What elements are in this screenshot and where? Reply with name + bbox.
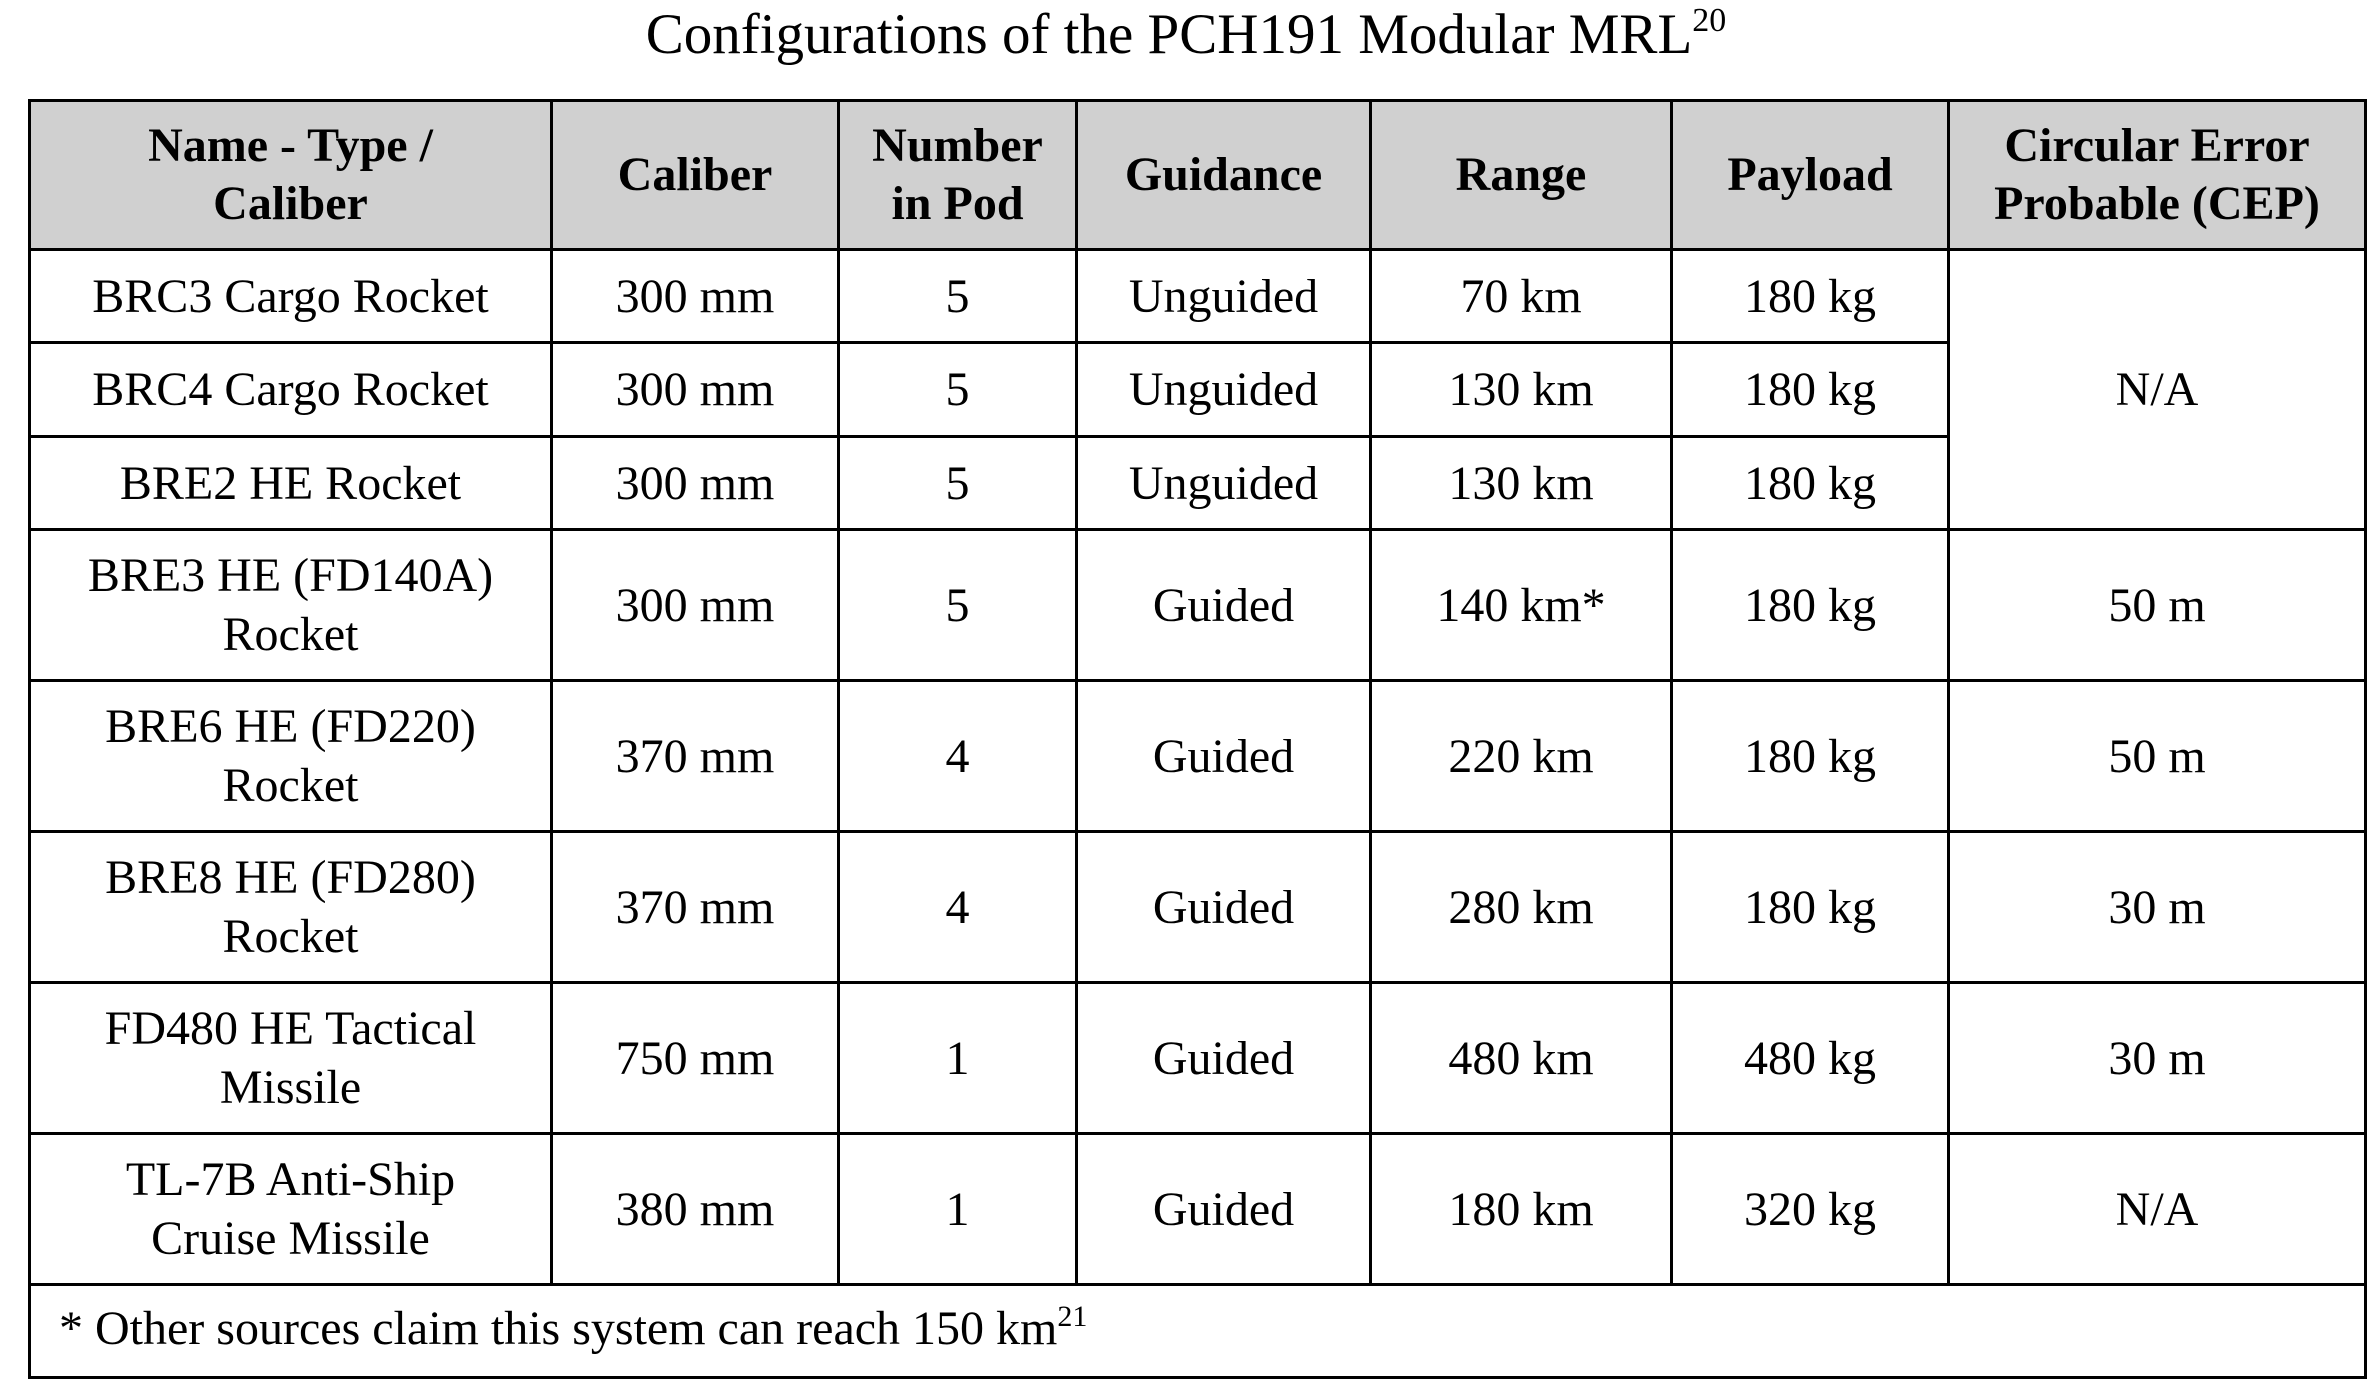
cell-number-in-pod: 1 [839, 1134, 1077, 1285]
cell-guidance: Guided [1077, 530, 1371, 681]
cell-payload: 180 kg [1672, 343, 1949, 436]
cell-payload: 180 kg [1672, 436, 1949, 529]
cell-caliber: 300 mm [552, 436, 839, 529]
cell-payload: 320 kg [1672, 1134, 1949, 1285]
cell-payload: 180 kg [1672, 832, 1949, 983]
cell-guidance: Guided [1077, 1134, 1371, 1285]
cell-name: FD480 HE Tactical Missile [30, 983, 552, 1134]
cell-range: 180 km [1371, 1134, 1672, 1285]
cell-name: BRE8 HE (FD280) Rocket [30, 832, 552, 983]
cell-number-in-pod: 4 [839, 832, 1077, 983]
cell-cep: 30 m [1949, 832, 2366, 983]
cell-payload: 180 kg [1672, 681, 1949, 832]
cell-cep: 50 m [1949, 681, 2366, 832]
cell-number-in-pod: 1 [839, 983, 1077, 1134]
cell-guidance: Unguided [1077, 343, 1371, 436]
cell-caliber: 300 mm [552, 530, 839, 681]
cell-caliber: 750 mm [552, 983, 839, 1134]
cell-caliber: 300 mm [552, 250, 839, 343]
header-caliber: Caliber [552, 101, 839, 250]
cell-caliber: 380 mm [552, 1134, 839, 1285]
table-row [30, 250, 2366, 343]
cell-name: BRE6 HE (FD220) Rocket [30, 681, 552, 832]
cell-range: 130 km [1371, 343, 1672, 436]
footnote-text: * Other sources claim this system can reach 150 km [59, 1301, 1058, 1355]
cell-range: 140 km* [1371, 530, 1672, 681]
cell-name: BRE3 HE (FD140A) Rocket [30, 530, 552, 681]
table-row [30, 530, 2366, 681]
cell-payload: 180 kg [1672, 250, 1949, 343]
cell-range: 130 km [1371, 436, 1672, 529]
cell-range: 480 km [1371, 983, 1672, 1134]
table-row [30, 681, 2366, 832]
cell-caliber: 300 mm [552, 343, 839, 436]
cell-payload: 180 kg [1672, 530, 1949, 681]
header-row [30, 101, 2366, 250]
cell-range: 70 km [1371, 250, 1672, 343]
cell-cep: N/A [1949, 250, 2366, 530]
header-payload: Payload [1672, 101, 1949, 250]
cell-range: 280 km [1371, 832, 1672, 983]
cell-payload: 480 kg [1672, 983, 1949, 1134]
cell-guidance: Guided [1077, 832, 1371, 983]
title-text: Configurations of the PCH191 Modular MRL [645, 3, 1693, 66]
cell-number-in-pod: 5 [839, 343, 1077, 436]
cell-number-in-pod: 5 [839, 250, 1077, 343]
cell-guidance: Guided [1077, 681, 1371, 832]
table-footnote [30, 1285, 2366, 1378]
header-range: Range [1371, 101, 1672, 250]
configurations-table [28, 99, 2367, 1379]
footnote-row [30, 1285, 2366, 1378]
cell-cep: 30 m [1949, 983, 2366, 1134]
cell-number-in-pod: 5 [839, 436, 1077, 529]
cell-name: BRE2 HE Rocket [30, 436, 552, 529]
cell-number-in-pod: 4 [839, 681, 1077, 832]
cell-cep: 50 m [1949, 530, 2366, 681]
table-row [30, 1134, 2366, 1285]
cell-name: BRC4 Cargo Rocket [30, 343, 552, 436]
header-name: Name - Type / Caliber [30, 101, 552, 250]
table-row [30, 983, 2366, 1134]
cell-guidance: Unguided [1077, 436, 1371, 529]
cell-number-in-pod: 5 [839, 530, 1077, 681]
cell-guidance: Guided [1077, 983, 1371, 1134]
title-footnote-ref: 20 [1692, 2, 1727, 39]
header-guidance: Guidance [1077, 101, 1371, 250]
footnote-ref: 21 [1057, 1299, 1088, 1333]
header-number-in-pod: Number in Pod [839, 101, 1077, 250]
cell-caliber: 370 mm [552, 681, 839, 832]
table-row [30, 832, 2366, 983]
cell-guidance: Unguided [1077, 250, 1371, 343]
cell-caliber: 370 mm [552, 832, 839, 983]
table-title [0, 0, 2372, 90]
cell-cep: N/A [1949, 1134, 2366, 1285]
cell-range: 220 km [1371, 681, 1672, 832]
cell-name: TL-7B Anti-Ship Cruise Missile [30, 1134, 552, 1285]
header-cep: Circular Error Probable (CEP) [1949, 101, 2366, 250]
cell-name: BRC3 Cargo Rocket [30, 250, 552, 343]
